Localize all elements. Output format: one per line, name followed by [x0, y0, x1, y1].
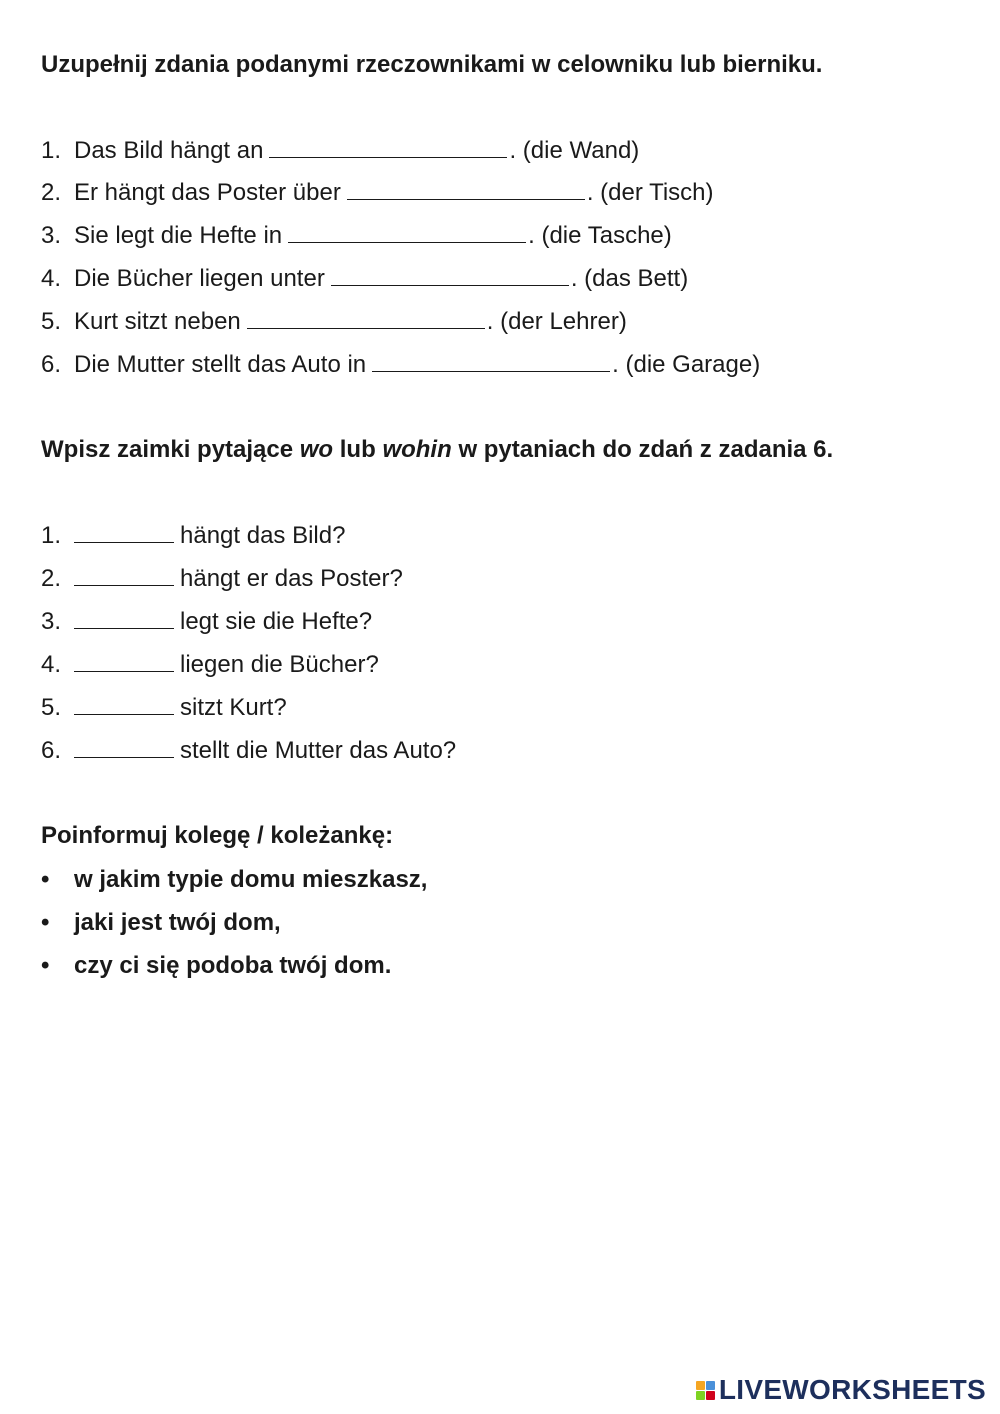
item-text-before: Das Bild hängt an — [74, 137, 264, 164]
exercise1-item — [41, 350, 760, 380]
item-text-before: Kurt sitzt neben — [74, 308, 241, 335]
item-number: 2. — [41, 179, 62, 206]
exercise1-item — [41, 136, 639, 166]
item-number: 1. — [41, 137, 62, 164]
instruction-keyword-wohin: wohin — [382, 436, 452, 463]
item-text-after: . (die Garage) — [612, 351, 761, 378]
exercise2-item — [41, 650, 379, 680]
instruction-part: Wpisz zaimki pytające — [41, 436, 294, 463]
item-text-after: . (die Wand) — [509, 137, 640, 164]
answer-blank[interactable] — [74, 627, 174, 629]
exercise2-item — [41, 564, 403, 594]
item-number: 3. — [41, 608, 62, 635]
item-text-before: Er hängt das Poster über — [74, 179, 341, 206]
item-number: 5. — [41, 308, 62, 335]
bullet-text: jaki jest twój dom, — [74, 909, 281, 936]
exercise2-item — [41, 693, 287, 723]
item-number: 4. — [41, 651, 62, 678]
exercise2-item — [41, 736, 456, 766]
bullet-item — [41, 908, 281, 938]
bullet-icon: • — [41, 866, 50, 893]
item-text-after: liegen die Bücher? — [180, 651, 379, 678]
item-text-after: . (der Lehrer) — [486, 308, 627, 335]
item-number: 6. — [41, 737, 62, 764]
answer-blank[interactable] — [269, 156, 507, 158]
item-text-after: sitzt Kurt? — [180, 694, 287, 721]
item-text-before: Sie legt die Hefte in — [74, 222, 283, 249]
item-text-after: hängt er das Poster? — [180, 565, 403, 592]
answer-blank[interactable] — [74, 756, 174, 758]
bullet-item — [41, 951, 391, 981]
answer-blank[interactable] — [74, 713, 174, 715]
item-text-before: Die Mutter stellt das Auto in — [74, 351, 367, 378]
item-text-after: . (die Tasche) — [528, 222, 672, 249]
answer-blank[interactable] — [347, 198, 585, 200]
logo-text: LIVEWORKSHEETS — [718, 1374, 986, 1405]
bullet-text: czy ci się podoba twój dom. — [74, 952, 392, 979]
item-number: 3. — [41, 222, 62, 249]
item-number: 1. — [41, 522, 62, 549]
answer-blank[interactable] — [74, 670, 174, 672]
item-text-after: hängt das Bild? — [180, 522, 346, 549]
bullet-text: w jakim typie domu mieszkasz, — [74, 866, 428, 893]
answer-blank[interactable] — [74, 584, 174, 586]
exercise1-item — [41, 221, 672, 251]
exercise1-item — [41, 307, 627, 337]
item-number: 5. — [41, 694, 62, 721]
bullet-item — [41, 865, 427, 895]
item-text-after: legt sie die Hefte? — [180, 608, 373, 635]
answer-blank[interactable] — [372, 370, 610, 372]
item-number: 4. — [41, 265, 62, 292]
bullet-icon: • — [41, 952, 50, 979]
section2-instruction — [41, 435, 833, 465]
exercise2-item — [41, 607, 372, 637]
liveworksheets-logo — [696, 1374, 986, 1406]
item-text-after: . (das Bett) — [570, 265, 689, 292]
answer-blank[interactable] — [331, 284, 569, 286]
item-number: 2. — [41, 565, 62, 592]
section1-instruction: Uzupełnij zdania podanymi rzeczownikami w celowniku lub bierniku. — [41, 51, 823, 78]
answer-blank[interactable] — [247, 327, 485, 329]
item-text-after: . (der Tisch) — [586, 179, 714, 206]
answer-blank[interactable] — [74, 541, 174, 543]
logo-grid-icon — [696, 1381, 715, 1400]
item-text-after: stellt die Mutter das Auto? — [180, 737, 457, 764]
exercise2-item — [41, 521, 345, 551]
item-text-before: Die Bücher liegen unter — [74, 265, 325, 292]
exercise1-item — [41, 178, 714, 208]
instruction-part: lub — [339, 436, 376, 463]
exercise1-item — [41, 264, 688, 294]
answer-blank[interactable] — [288, 241, 526, 243]
item-number: 6. — [41, 351, 62, 378]
section3-instruction: Poinformuj kolegę / koleżankę: — [41, 822, 394, 849]
instruction-keyword-wo: wo — [299, 436, 334, 463]
instruction-part: w pytaniach do zdań z zadania 6. — [458, 436, 834, 463]
bullet-icon: • — [41, 909, 50, 936]
